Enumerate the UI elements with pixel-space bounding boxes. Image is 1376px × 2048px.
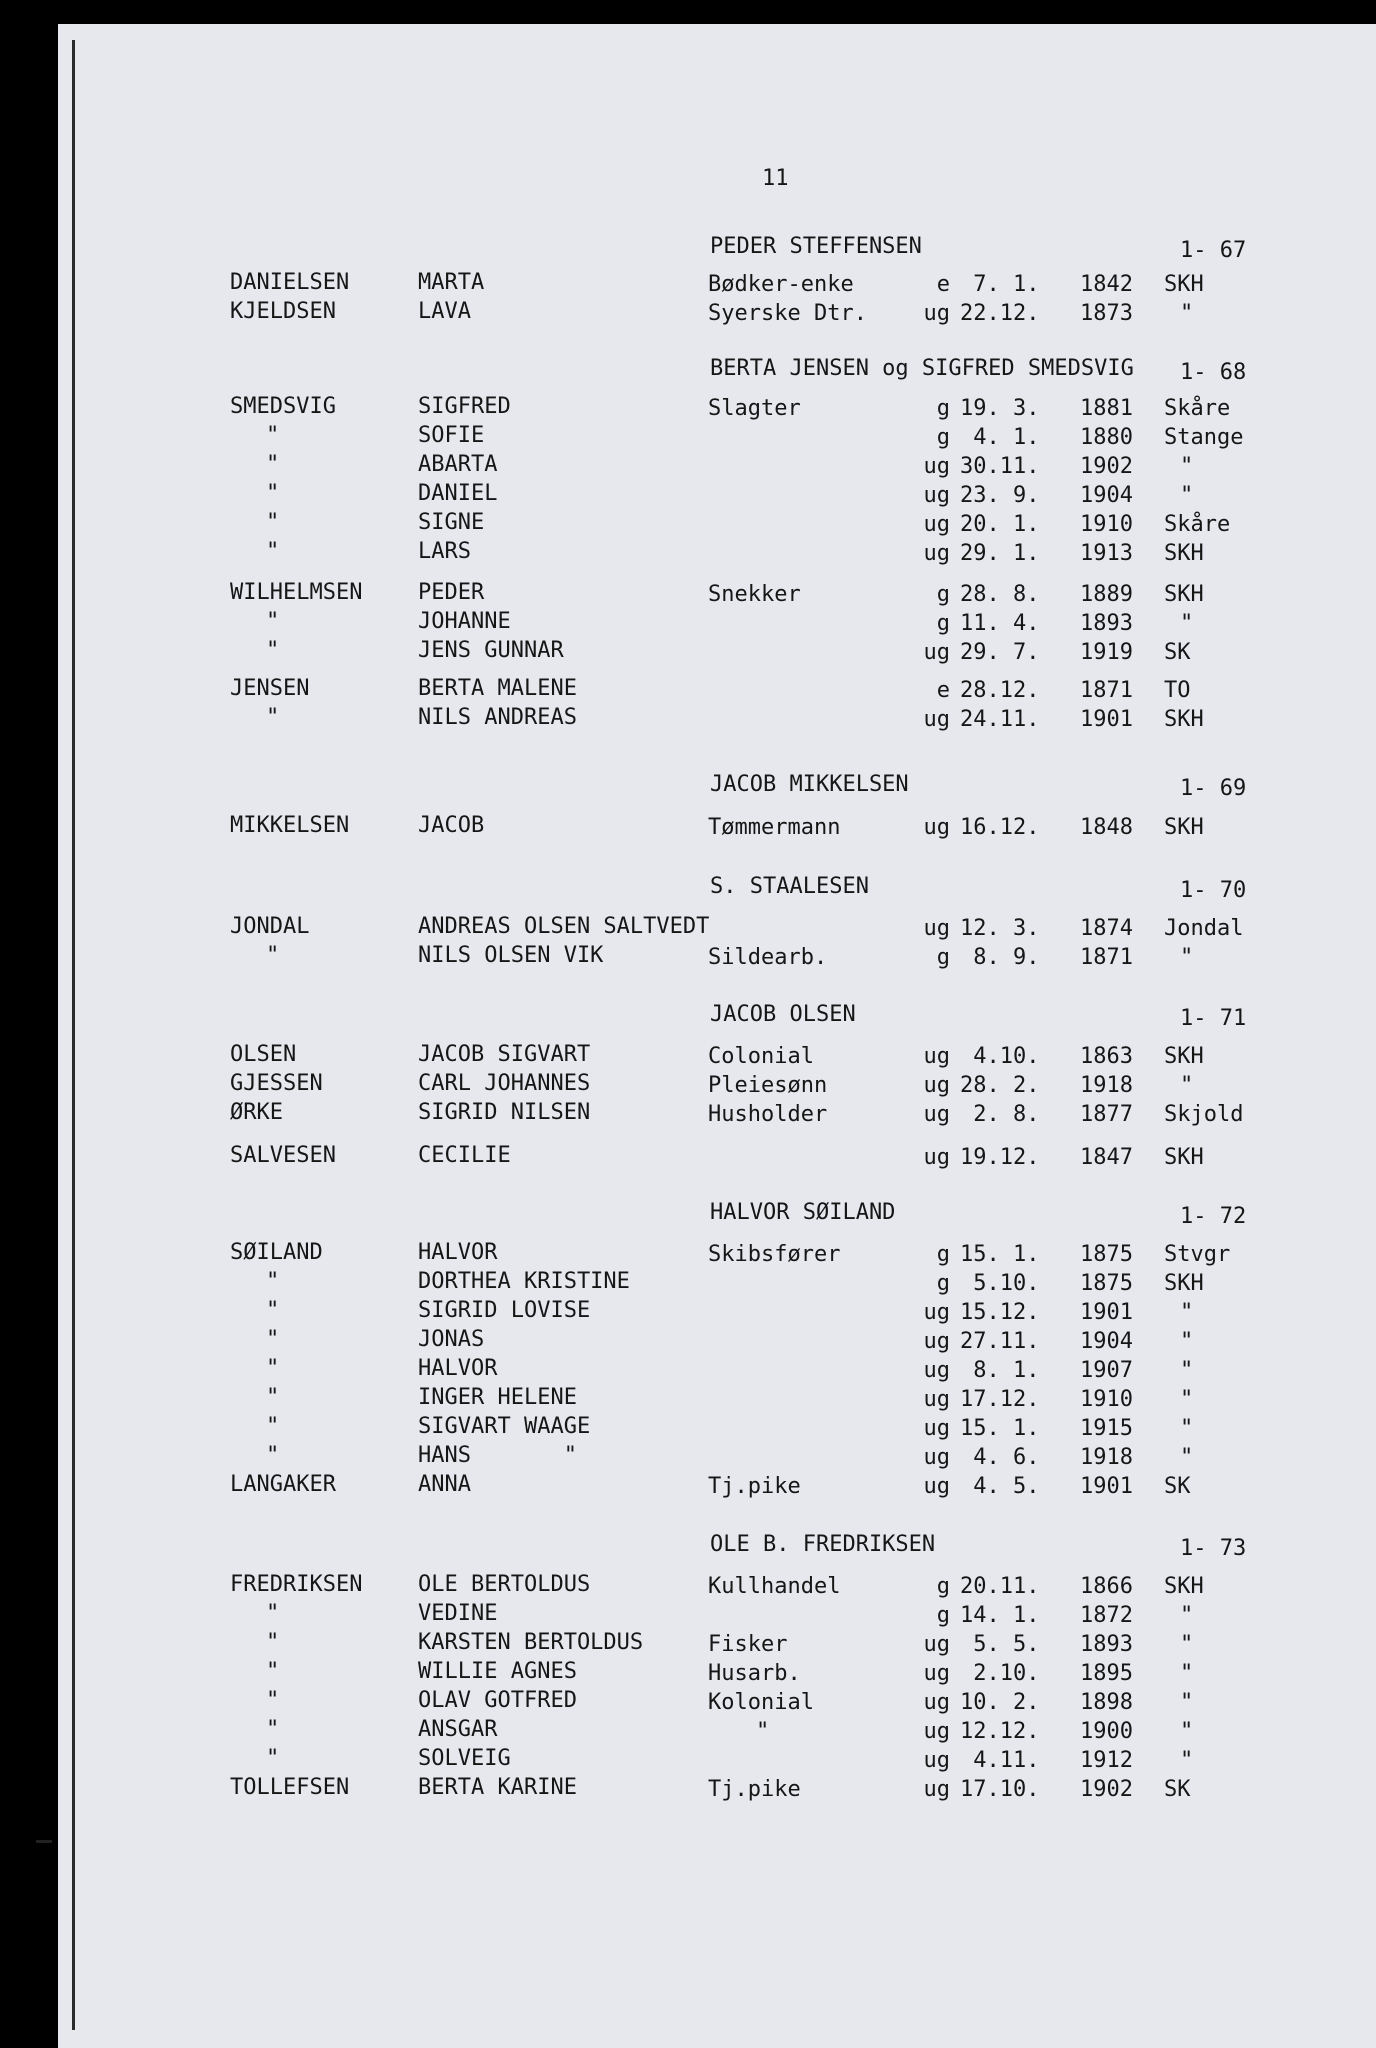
occupation-cell: Syerske Dtr.	[708, 301, 867, 326]
year-cell: 1875	[1080, 1271, 1133, 1296]
group-code: 1- 70	[1180, 878, 1247, 903]
surname-cell: JENSEN	[230, 676, 310, 701]
given-name-cell: VEDINE	[418, 1601, 498, 1626]
given-name-cell: ANSGAR	[418, 1717, 498, 1742]
status-cell: ug	[923, 1748, 950, 1773]
place-cell: SK	[1164, 1777, 1191, 1802]
group-heading: OLE B. FREDRIKSEN	[710, 1532, 936, 1557]
status-cell: ug	[923, 1690, 950, 1715]
date-cell: 11. 4.	[960, 611, 1040, 636]
place-cell: SKH	[1164, 541, 1204, 566]
year-cell: 1872	[1080, 1603, 1133, 1628]
date-cell: 15. 1.	[960, 1242, 1040, 1267]
status-cell: ug	[923, 1719, 950, 1744]
status-cell: ug	[923, 1661, 950, 1686]
surname-cell: "	[266, 1443, 280, 1468]
year-cell: 1902	[1080, 454, 1133, 479]
occupation-cell: Kullhandel	[708, 1574, 841, 1599]
year-cell: 1918	[1080, 1073, 1133, 1098]
year-cell: 1910	[1080, 1387, 1133, 1412]
status-cell: g	[936, 396, 950, 421]
status-cell: g	[936, 1271, 950, 1296]
given-name-cell: SIGRID NILSEN	[418, 1100, 591, 1125]
date-cell: 4. 6.	[960, 1445, 1040, 1470]
year-cell: 1895	[1080, 1661, 1133, 1686]
surname-cell: "	[266, 638, 280, 663]
surname-cell: "	[266, 705, 280, 730]
status-cell: ug	[923, 301, 950, 326]
status-cell: ug	[923, 541, 950, 566]
date-cell: 8. 9.	[960, 945, 1040, 970]
margin-rule	[72, 40, 75, 2030]
year-cell: 1848	[1080, 815, 1133, 840]
place-cell: "	[1180, 301, 1194, 326]
occupation-cell: Tømmermann	[708, 815, 841, 840]
place-cell: Skåre	[1164, 396, 1231, 421]
year-cell: 1866	[1080, 1574, 1133, 1599]
year-cell: 1915	[1080, 1416, 1133, 1441]
surname-cell: SØILAND	[230, 1240, 323, 1265]
surname-cell: "	[266, 423, 280, 448]
given-name-cell: DANIEL	[418, 481, 498, 506]
date-cell: 4. 5.	[960, 1474, 1040, 1499]
given-name-cell: NILS ANDREAS	[418, 705, 577, 730]
year-cell: 1847	[1080, 1145, 1133, 1170]
date-cell: 15.12.	[960, 1300, 1040, 1325]
occupation-cell: "	[756, 1719, 770, 1744]
occupation-cell: Sildearb.	[708, 945, 828, 970]
given-name-cell: HALVOR	[418, 1356, 498, 1381]
date-cell: 5.10.	[960, 1271, 1040, 1296]
status-cell: ug	[923, 1102, 950, 1127]
surname-cell: "	[266, 1688, 280, 1713]
occupation-cell: Skibsfører	[708, 1242, 841, 1267]
year-cell: 1863	[1080, 1044, 1133, 1069]
place-cell: Skåre	[1164, 512, 1231, 537]
given-name-cell: WILLIE AGNES	[418, 1659, 577, 1684]
group-heading: JACOB OLSEN	[710, 1002, 856, 1027]
occupation-cell: Husarb.	[708, 1661, 801, 1686]
given-name-cell: CARL JOHANNES	[418, 1071, 591, 1096]
surname-cell: "	[266, 1601, 280, 1626]
date-cell: 10. 2.	[960, 1690, 1040, 1715]
surname-cell: LANGAKER	[230, 1472, 336, 1497]
surname-cell: "	[266, 1327, 280, 1352]
status-cell: ug	[923, 640, 950, 665]
given-name-cell: SOFIE	[418, 423, 485, 448]
place-cell: "	[1180, 1387, 1194, 1412]
date-cell: 2.10.	[960, 1661, 1040, 1686]
surname-cell: "	[266, 1356, 280, 1381]
date-cell: 23. 9.	[960, 483, 1040, 508]
status-cell: ug	[923, 1777, 950, 1802]
place-cell: "	[1180, 1416, 1194, 1441]
surname-cell: FREDRIKSEN	[230, 1572, 363, 1597]
group-heading: HALVOR SØILAND	[710, 1200, 896, 1225]
group-code: 1- 71	[1180, 1006, 1247, 1031]
surname-cell: "	[266, 1630, 280, 1655]
date-cell: 20.11.	[960, 1574, 1040, 1599]
date-cell: 24.11.	[960, 707, 1040, 732]
date-cell: 14. 1.	[960, 1603, 1040, 1628]
place-cell: "	[1180, 1719, 1194, 1744]
surname-cell: "	[266, 1717, 280, 1742]
place-cell: Skjold	[1164, 1102, 1244, 1127]
place-cell: "	[1180, 611, 1194, 636]
place-cell: "	[1180, 1358, 1194, 1383]
group-code: 1- 68	[1180, 360, 1247, 385]
place-cell: Stvgr	[1164, 1242, 1231, 1267]
status-cell: g	[936, 1242, 950, 1267]
status-cell: g	[936, 582, 950, 607]
occupation-cell: Kolonial	[708, 1690, 814, 1715]
occupation-cell: Bødker-enke	[708, 272, 854, 297]
page-number: 11	[762, 166, 789, 191]
year-cell: 1893	[1080, 1632, 1133, 1657]
place-cell: "	[1180, 483, 1194, 508]
status-cell: e	[936, 272, 950, 297]
status-cell: ug	[923, 1329, 950, 1354]
status-cell: g	[936, 1574, 950, 1599]
surname-cell: GJESSEN	[230, 1071, 323, 1096]
surname-cell: "	[266, 609, 280, 634]
given-name-cell: JOHANNE	[418, 609, 511, 634]
surname-cell: "	[266, 1659, 280, 1684]
date-cell: 4. 1.	[960, 425, 1040, 450]
given-name-cell: JACOB	[418, 813, 485, 838]
date-cell: 12. 3.	[960, 916, 1040, 941]
place-cell: SKH	[1164, 1271, 1204, 1296]
given-name-cell: ANNA	[418, 1472, 471, 1497]
status-cell: ug	[923, 1416, 950, 1441]
surname-cell: ØRKE	[230, 1100, 283, 1125]
given-name-cell: SIGNE	[418, 510, 485, 535]
date-cell: 28. 8.	[960, 582, 1040, 607]
given-name-cell: SIGVART WAAGE	[418, 1414, 591, 1439]
year-cell: 1877	[1080, 1102, 1133, 1127]
year-cell: 1913	[1080, 541, 1133, 566]
year-cell: 1893	[1080, 611, 1133, 636]
year-cell: 1873	[1080, 301, 1133, 326]
place-cell: SKH	[1164, 1574, 1204, 1599]
year-cell: 1889	[1080, 582, 1133, 607]
surname-cell: OLSEN	[230, 1042, 297, 1067]
place-cell: TO	[1164, 678, 1191, 703]
paper-sheet	[58, 24, 1376, 2048]
surname-cell: JONDAL	[230, 914, 310, 939]
year-cell: 1898	[1080, 1690, 1133, 1715]
status-cell: ug	[923, 1300, 950, 1325]
date-cell: 29. 7.	[960, 640, 1040, 665]
given-name-cell: SIGRID LOVISE	[418, 1298, 591, 1323]
given-name-cell: DORTHEA KRISTINE	[418, 1269, 630, 1294]
date-cell: 17.10.	[960, 1777, 1040, 1802]
occupation-cell: Husholder	[708, 1102, 828, 1127]
given-name-cell: BERTA KARINE	[418, 1775, 577, 1800]
status-cell: ug	[923, 815, 950, 840]
given-name-cell: NILS OLSEN VIK	[418, 943, 604, 968]
year-cell: 1842	[1080, 272, 1133, 297]
status-cell: ug	[923, 1358, 950, 1383]
given-name-cell: HALVOR	[418, 1240, 498, 1265]
status-cell: ug	[923, 512, 950, 537]
place-cell: "	[1180, 1300, 1194, 1325]
given-name-cell: MARTA	[418, 270, 485, 295]
group-heading: BERTA JENSEN og SIGFRED SMEDSVIG	[710, 356, 1134, 381]
surname-cell: DANIELSEN	[230, 270, 350, 295]
given-name-cell: KARSTEN BERTOLDUS	[418, 1630, 644, 1655]
given-name-cell: JONAS	[418, 1327, 485, 1352]
margin-mark	[36, 1840, 52, 1843]
year-cell: 1902	[1080, 1777, 1133, 1802]
occupation-cell: Colonial	[708, 1044, 814, 1069]
year-cell: 1875	[1080, 1242, 1133, 1267]
date-cell: 4.10.	[960, 1044, 1040, 1069]
status-cell: ug	[923, 1387, 950, 1412]
occupation-cell: Slagter	[708, 396, 801, 421]
surname-cell: "	[266, 510, 280, 535]
occupation-cell: Tj.pike	[708, 1474, 801, 1499]
place-cell: "	[1180, 945, 1194, 970]
date-cell: 20. 1.	[960, 512, 1040, 537]
year-cell: 1910	[1080, 512, 1133, 537]
date-cell: 2. 8.	[960, 1102, 1040, 1127]
place-cell: "	[1180, 454, 1194, 479]
surname-cell: "	[266, 539, 280, 564]
place-cell: SKH	[1164, 707, 1204, 732]
given-name-cell: JENS GUNNAR	[418, 638, 564, 663]
date-cell: 7. 1.	[960, 272, 1040, 297]
surname-cell: KJELDSEN	[230, 299, 336, 324]
year-cell: 1901	[1080, 1300, 1133, 1325]
place-cell: "	[1180, 1073, 1194, 1098]
year-cell: 1904	[1080, 1329, 1133, 1354]
surname-cell: TOLLEFSEN	[230, 1775, 350, 1800]
place-cell: SKH	[1164, 582, 1204, 607]
surname-cell: "	[266, 943, 280, 968]
surname-cell: WILHELMSEN	[230, 580, 363, 605]
place-cell: "	[1180, 1445, 1194, 1470]
given-name-cell: ABARTA	[418, 452, 498, 477]
surname-cell: "	[266, 1269, 280, 1294]
group-code: 1- 73	[1180, 1536, 1247, 1561]
given-name-cell: LAVA	[418, 299, 471, 324]
group-code: 1- 72	[1180, 1204, 1247, 1229]
date-cell: 8. 1.	[960, 1358, 1040, 1383]
place-cell: SKH	[1164, 815, 1204, 840]
status-cell: ug	[923, 1044, 950, 1069]
group-heading: JACOB MIKKELSEN	[710, 772, 909, 797]
place-cell: "	[1180, 1603, 1194, 1628]
date-cell: 28. 2.	[960, 1073, 1040, 1098]
surname-cell: MIKKELSEN	[230, 813, 350, 838]
surname-cell: SMEDSVIG	[230, 394, 336, 419]
year-cell: 1880	[1080, 425, 1133, 450]
given-name-cell: HANS "	[418, 1443, 577, 1468]
group-heading: S. STAALESEN	[710, 874, 869, 899]
surname-cell: "	[266, 1414, 280, 1439]
place-cell: Stange	[1164, 425, 1244, 450]
given-name-cell: JACOB SIGVART	[418, 1042, 591, 1067]
given-name-cell: OLAV GOTFRED	[418, 1688, 577, 1713]
status-cell: ug	[923, 483, 950, 508]
year-cell: 1881	[1080, 396, 1133, 421]
group-code: 1- 67	[1180, 238, 1247, 263]
date-cell: 16.12.	[960, 815, 1040, 840]
status-cell: g	[936, 425, 950, 450]
group-code: 1- 69	[1180, 776, 1247, 801]
given-name-cell: OLE BERTOLDUS	[418, 1572, 591, 1597]
date-cell: 29. 1.	[960, 541, 1040, 566]
year-cell: 1904	[1080, 483, 1133, 508]
status-cell: ug	[923, 1445, 950, 1470]
date-cell: 15. 1.	[960, 1416, 1040, 1441]
status-cell: ug	[923, 707, 950, 732]
surname-cell: "	[266, 452, 280, 477]
status-cell: ug	[923, 454, 950, 479]
date-cell: 5. 5.	[960, 1632, 1040, 1657]
given-name-cell: INGER HELENE	[418, 1385, 577, 1410]
given-name-cell: BERTA MALENE	[418, 676, 577, 701]
status-cell: ug	[923, 1632, 950, 1657]
occupation-cell: Pleiesønn	[708, 1073, 828, 1098]
date-cell: 19.12.	[960, 1145, 1040, 1170]
surname-cell: "	[266, 1298, 280, 1323]
year-cell: 1900	[1080, 1719, 1133, 1744]
date-cell: 4.11.	[960, 1748, 1040, 1773]
given-name-cell: LARS	[418, 539, 471, 564]
surname-cell: "	[266, 1746, 280, 1771]
place-cell: SK	[1164, 640, 1191, 665]
date-cell: 28.12.	[960, 678, 1040, 703]
place-cell: "	[1180, 1632, 1194, 1657]
given-name-cell: ANDREAS OLSEN SALTVEDT	[418, 914, 710, 939]
year-cell: 1874	[1080, 916, 1133, 941]
place-cell: SKH	[1164, 272, 1204, 297]
place-cell: "	[1180, 1690, 1194, 1715]
year-cell: 1919	[1080, 640, 1133, 665]
surname-cell: SALVESEN	[230, 1143, 336, 1168]
given-name-cell: SIGFRED	[418, 394, 511, 419]
place-cell: Jondal	[1164, 916, 1244, 941]
date-cell: 22.12.	[960, 301, 1040, 326]
year-cell: 1912	[1080, 1748, 1133, 1773]
status-cell: ug	[923, 916, 950, 941]
date-cell: 30.11.	[960, 454, 1040, 479]
status-cell: g	[936, 1603, 950, 1628]
place-cell: "	[1180, 1748, 1194, 1773]
occupation-cell: Fisker	[708, 1632, 788, 1657]
occupation-cell: Tj.pike	[708, 1777, 801, 1802]
status-cell: ug	[923, 1474, 950, 1499]
year-cell: 1901	[1080, 707, 1133, 732]
status-cell: ug	[923, 1073, 950, 1098]
status-cell: g	[936, 945, 950, 970]
place-cell: "	[1180, 1329, 1194, 1354]
place-cell: SKH	[1164, 1044, 1204, 1069]
given-name-cell: SOLVEIG	[418, 1746, 511, 1771]
occupation-cell: Snekker	[708, 582, 801, 607]
year-cell: 1871	[1080, 678, 1133, 703]
date-cell: 27.11.	[960, 1329, 1040, 1354]
year-cell: 1907	[1080, 1358, 1133, 1383]
status-cell: g	[936, 611, 950, 636]
group-heading: PEDER STEFFENSEN	[710, 234, 922, 259]
date-cell: 17.12.	[960, 1387, 1040, 1412]
year-cell: 1901	[1080, 1474, 1133, 1499]
place-cell: "	[1180, 1661, 1194, 1686]
year-cell: 1918	[1080, 1445, 1133, 1470]
given-name-cell: CECILIE	[418, 1143, 511, 1168]
given-name-cell: PEDER	[418, 580, 485, 605]
surname-cell: "	[266, 481, 280, 506]
year-cell: 1871	[1080, 945, 1133, 970]
date-cell: 12.12.	[960, 1719, 1040, 1744]
place-cell: SK	[1164, 1474, 1191, 1499]
status-cell: e	[936, 678, 950, 703]
date-cell: 19. 3.	[960, 396, 1040, 421]
place-cell: SKH	[1164, 1145, 1204, 1170]
surname-cell: "	[266, 1385, 280, 1410]
status-cell: ug	[923, 1145, 950, 1170]
